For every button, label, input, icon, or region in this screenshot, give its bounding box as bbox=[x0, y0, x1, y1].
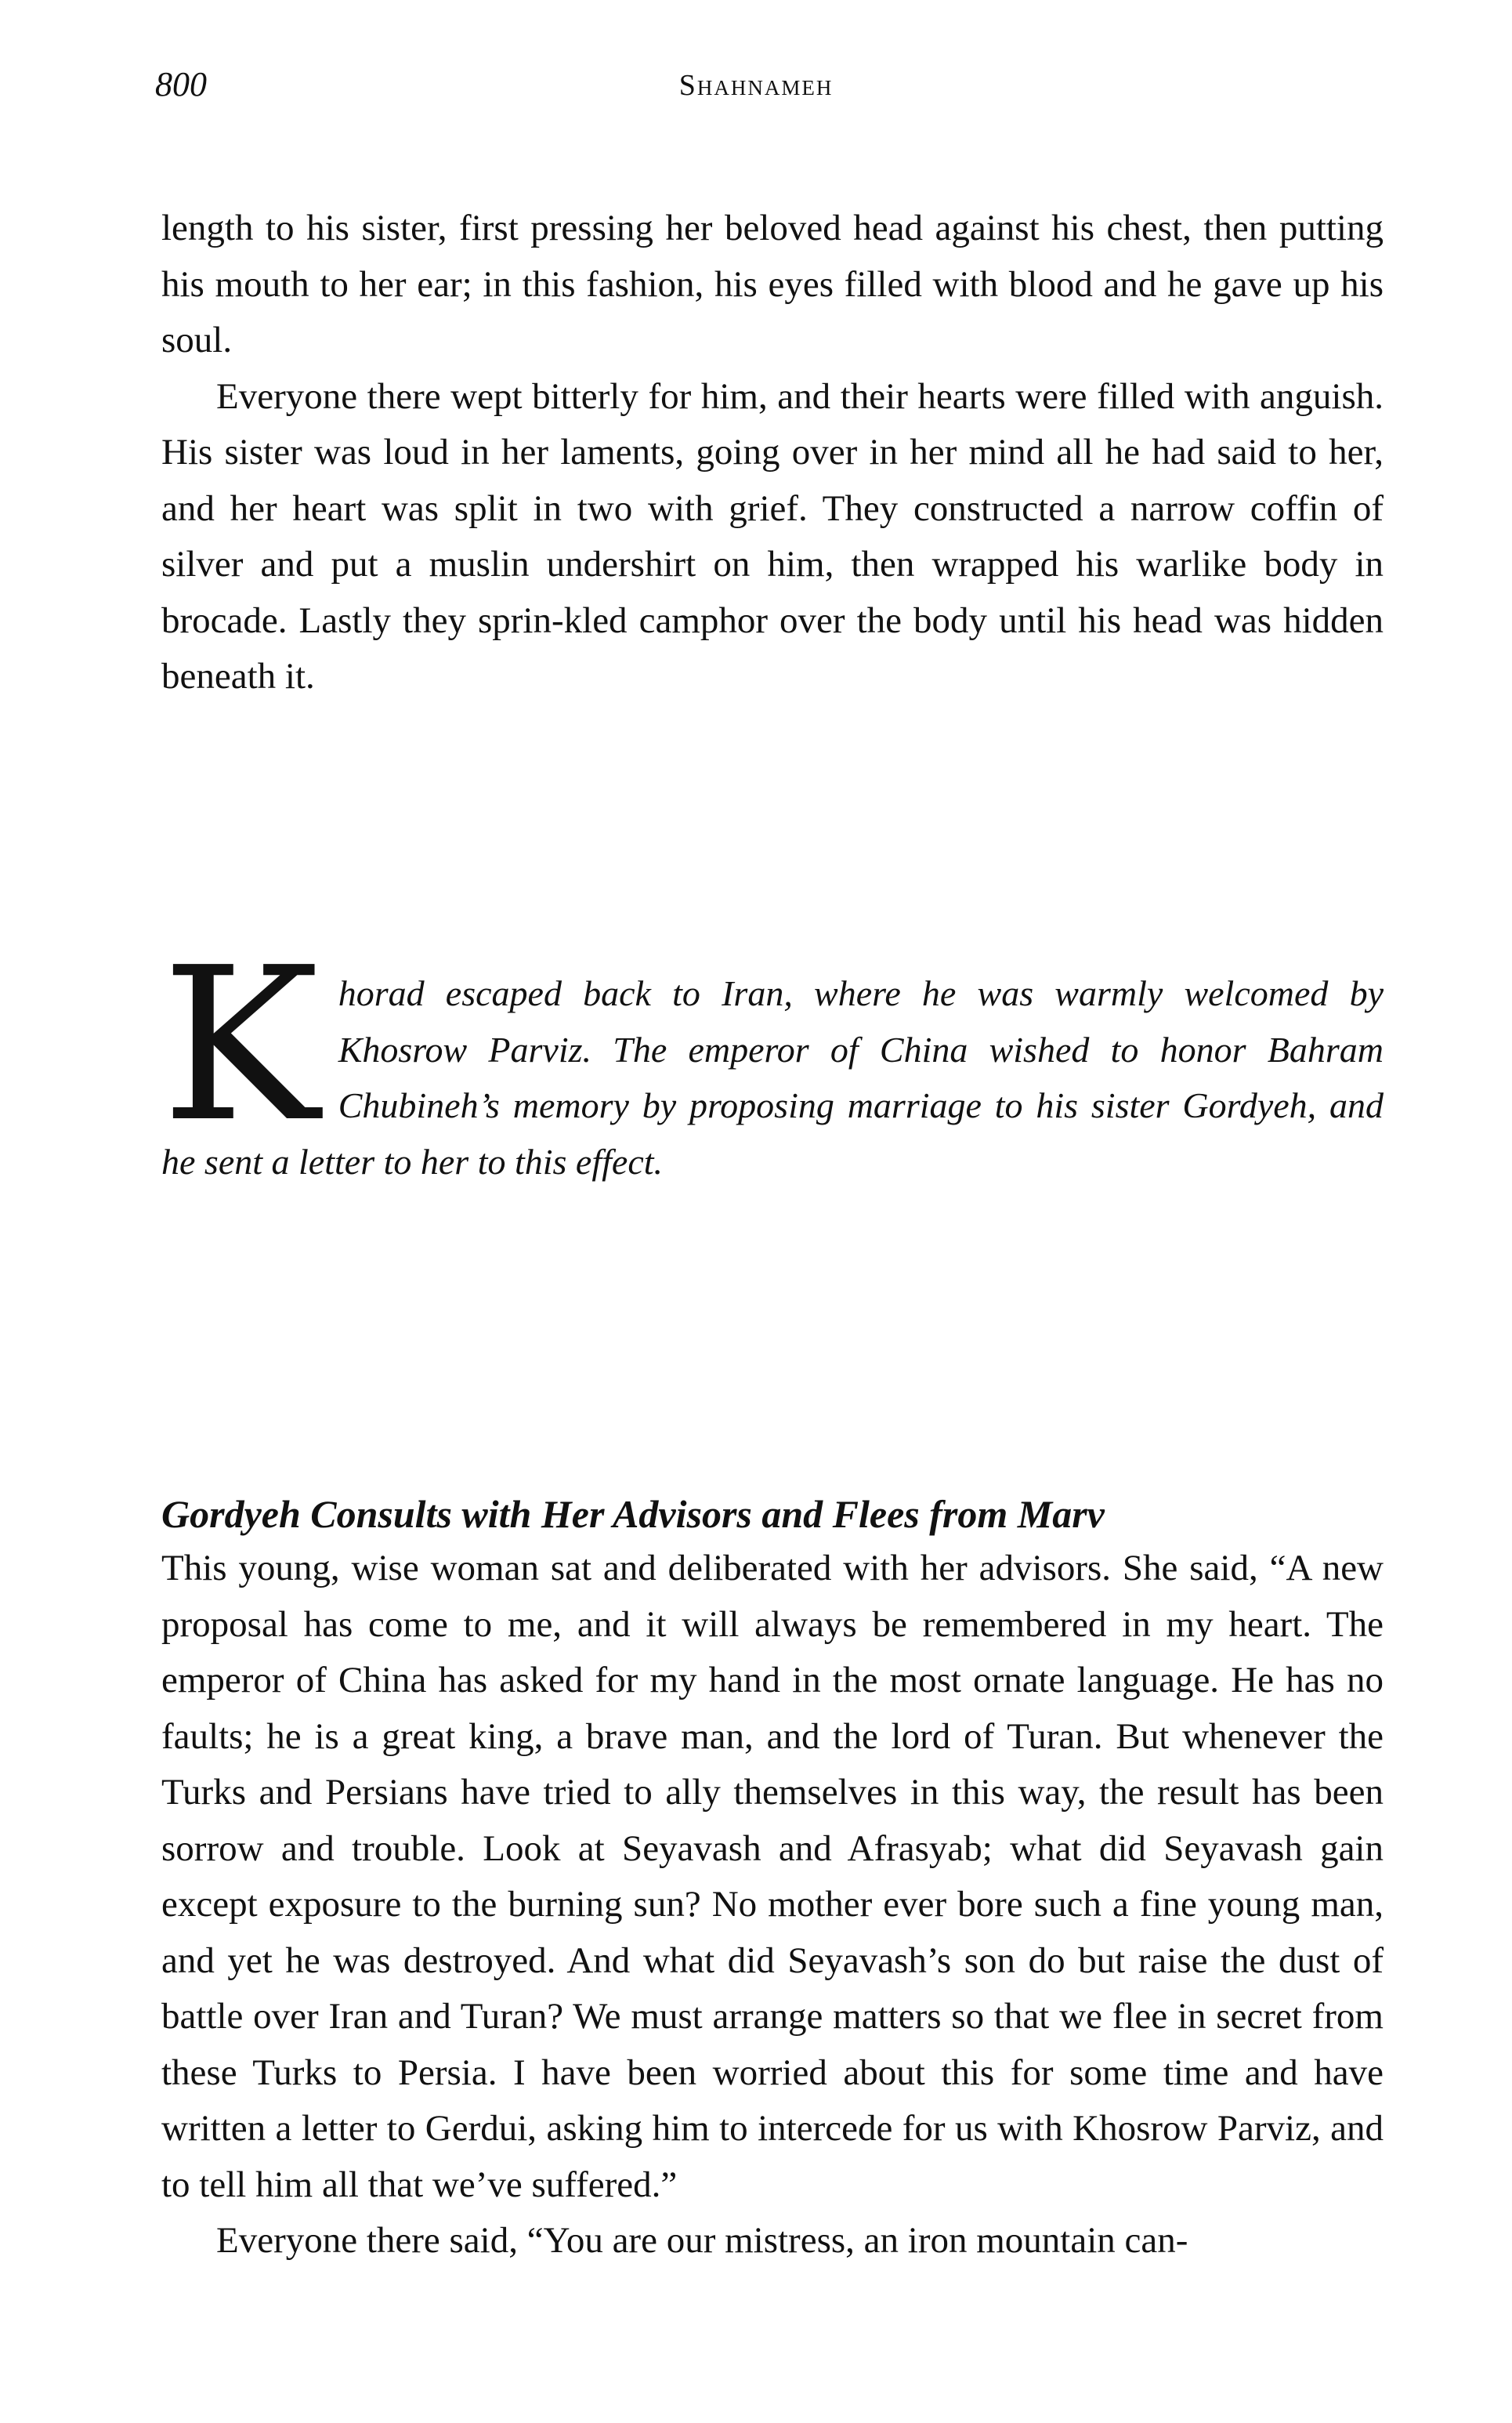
section-text bbox=[161, 1541, 1384, 2269]
drop-cap: K bbox=[161, 922, 320, 1168]
section-heading: Gordyeh Consults with Her Advisors and Flees from Marv bbox=[161, 1492, 1105, 1536]
chapter-summary bbox=[161, 922, 1384, 1190]
running-head: Shahnameh bbox=[678, 69, 834, 102]
paragraph: This young, wise woman sat and deliberated with her advisors. She said, “A new proposal has come to me, and it will always be remembered in my heart. The emperor of China has asked for my hand in the most ornate language. He has no faults; he is a great king, a brave man, and the lord of Turan. But whenever the Turks and Persians have tried to ally themselves in this way, the result has been sorrow and trouble. Look at Seyavash and Afrasyab; what did Seyavash gain except exposure to the burning sun? No mother ever bore such a fine young man, and yet he was destroyed. And what did Seyavash’s son do but raise the dust of battle over Iran and Turan? We must arrange matters so that we flee in secret from these Turks to Persia. I have been worried about this for some time and have written a letter to Gerdui, asking him to intercede for us with Khosrow Parviz, and to tell him all that we’ve suffered.” bbox=[161, 1548, 1384, 2205]
paragraph: length to his sister, first pressing her beloved head against his chest, then putting his mouth to her ear; in this fashion, his eyes filled with blood and he gave up his soul. bbox=[161, 208, 1384, 360]
paragraph: Everyone there said, “You are our mistress, an iron mountain can- bbox=[216, 2220, 1188, 2261]
paragraph: Everyone there wept bitterly for him, and their hearts were filled with anguish. His sister was loud in her laments, going over in her mind all he had said to her, and her heart was split in two with grief. They constructed a narrow coffin of silver and put a muslin undershirt on him, then wrapped his warlike body in brocade. Lastly they sprin-kled camphor over the body until his head was hidden beneath it. bbox=[161, 375, 1384, 697]
summary-text: horad escaped back to Iran, where he was warmly welcomed by Khosrow Parviz. The emperor of China wished to honor Bahram Chubineh’s memory by proposing marriage to his sister Gordyeh, and he sent a letter to her to this effect. bbox=[161, 973, 1384, 1182]
opening-text bbox=[161, 201, 1384, 705]
page-number: 800 bbox=[155, 65, 207, 103]
